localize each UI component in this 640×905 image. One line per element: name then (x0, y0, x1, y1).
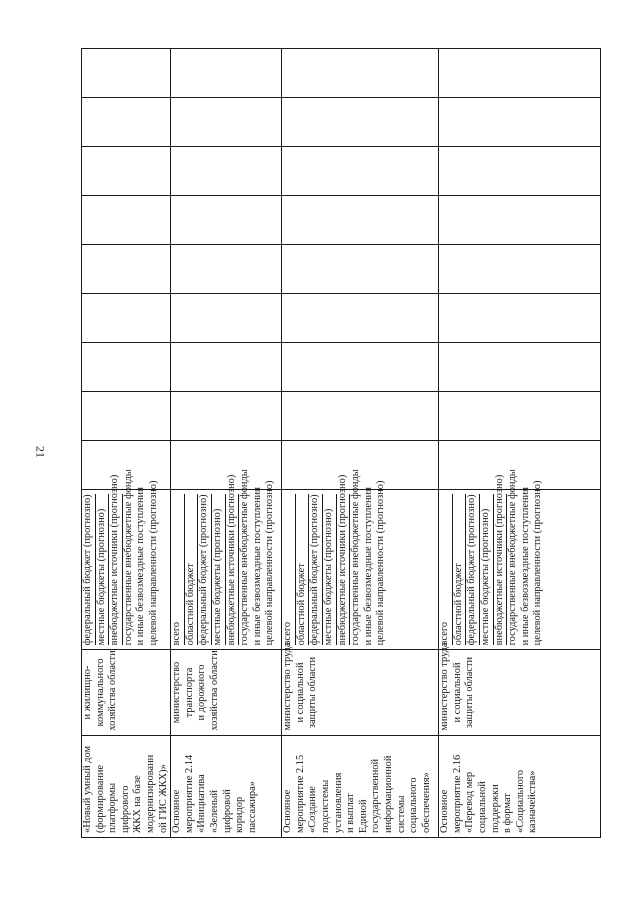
source-line: местные бюджеты (прогнозно) (96, 494, 110, 645)
executor-line: министерство труда (439, 642, 451, 731)
event-cell (282, 735, 439, 837)
executor-line: хозяйства области (107, 650, 119, 731)
value-cell (82, 392, 171, 441)
value-cell (439, 196, 601, 245)
executor-line: коммунального (94, 658, 106, 727)
source-line: и иные безвозмездные поступления (135, 487, 147, 646)
source-line: и иные безвозмездные поступления (519, 487, 531, 646)
executor-line: и социальной (294, 662, 306, 723)
table-row (171, 49, 282, 838)
value-cell (282, 343, 439, 392)
event-line: модернизированн (144, 754, 156, 833)
event-line: Основное (439, 789, 451, 833)
value-cell (171, 294, 282, 343)
value-cell (171, 343, 282, 392)
event-line: (формирование (94, 764, 106, 833)
source-line: целевой направленности (прогнозно) (375, 480, 387, 646)
value-cell (439, 245, 601, 294)
executor-line: и жилищно- (82, 665, 93, 720)
source-line: всего (282, 494, 296, 645)
value-cell (82, 196, 171, 245)
value-cell (82, 49, 171, 98)
event-line: информационной (382, 755, 394, 833)
value-cell (171, 98, 282, 147)
value-cell (282, 294, 439, 343)
executor-line: защиты области (464, 656, 476, 729)
value-cell (282, 147, 439, 196)
event-line: пассажира» (246, 781, 258, 833)
value-cell (82, 245, 171, 294)
value-cell (439, 49, 601, 98)
source-cell (282, 469, 439, 650)
executor-line: министерство труда (282, 642, 294, 731)
event-line: государственной (370, 758, 382, 833)
source-line: целевой направленности (прогнозно) (147, 480, 159, 646)
source-line: местные бюджеты (прогнозно) (480, 494, 494, 645)
value-cell (282, 98, 439, 147)
source-line: федеральный бюджет (прогнозно) (198, 494, 212, 645)
executor-line: министерство (171, 661, 183, 724)
source-line: и иные безвозмездные поступления (362, 487, 374, 646)
value-cell (171, 147, 282, 196)
event-line: социальной (476, 781, 488, 833)
event-line: подсистемы (319, 779, 331, 833)
executor-cell (439, 642, 601, 735)
source-line: областной бюджет (185, 494, 199, 645)
executor-line: и дорожного (196, 664, 208, 721)
executor-line: защиты области (307, 656, 319, 729)
value-cell (82, 343, 171, 392)
source-line: внебюджетные источники (прогнозно) (337, 494, 351, 645)
event-line: «Инициатива (196, 774, 208, 833)
source-line: государственные внебюджетные фонды (350, 469, 362, 646)
event-line: «Перевод мер (464, 771, 476, 833)
value-cell (82, 294, 171, 343)
executor-cell (171, 650, 282, 735)
event-cell (82, 735, 171, 837)
event-line: платформы (107, 782, 119, 833)
event-line: мероприятие 2.16 (451, 754, 463, 833)
event-line: мероприятие 2.15 (294, 754, 306, 833)
event-line: «Создание (307, 786, 319, 833)
source-line: государственные внебюджетные фонды (239, 469, 251, 646)
value-cell (171, 392, 282, 441)
executor-line: транспорта (183, 667, 195, 718)
event-line: ой ГИС ЖКХ)» (157, 764, 169, 833)
event-line: социального (408, 777, 420, 833)
source-line: целевой направленности (прогнозно) (532, 480, 544, 646)
event-line: «Новый умный дом (82, 745, 93, 833)
value-cell (82, 98, 171, 147)
event-line: «Социального (514, 769, 526, 833)
source-line: государственные внебюджетные фонды (507, 469, 519, 646)
value-cell (282, 196, 439, 245)
event-cell (171, 735, 282, 837)
event-line: Единой (357, 799, 369, 833)
event-line: цифрового (119, 785, 131, 833)
source-line: государственные внебюджетные фонды (122, 469, 134, 646)
value-cell (282, 245, 439, 294)
rotated-table-wrapper (81, 48, 599, 838)
source-line: и иные безвозмездные поступления (251, 487, 263, 646)
value-cell (282, 392, 439, 441)
source-line: федеральный бюджет (прогнозно) (309, 494, 323, 645)
value-cell (439, 294, 601, 343)
budget-table (81, 48, 601, 838)
executor-cell (82, 650, 171, 735)
event-line: ЖКХ на базе (132, 775, 144, 833)
value-cell (171, 245, 282, 294)
event-line: в формат (502, 793, 514, 833)
source-line: областной бюджет (296, 494, 310, 645)
value-cell (171, 196, 282, 245)
source-cell (82, 469, 171, 650)
event-line: системы (395, 795, 407, 833)
event-line: Основное (282, 789, 294, 833)
event-line: Основное (171, 789, 183, 833)
event-line: обеспечения» (420, 772, 432, 833)
event-line: поддержки (489, 784, 501, 833)
executor-cell (282, 642, 439, 735)
source-line: внебюджетные источники (прогнозно) (226, 494, 240, 645)
source-line: всего (439, 494, 453, 645)
source-line: федеральный бюджет (прогнозно) (82, 494, 96, 645)
value-cell (439, 98, 601, 147)
source-line: федеральный бюджет (прогнозно) (466, 494, 480, 645)
event-cell (439, 735, 601, 837)
event-line: и выплат (345, 793, 357, 833)
event-line: установления (332, 772, 344, 833)
event-line: коридор (234, 796, 246, 833)
table-row (82, 49, 171, 838)
source-line: всего (171, 494, 185, 645)
executor-line: хозяйства области (208, 650, 220, 731)
source-line: областной бюджет (453, 494, 467, 645)
value-cell (439, 392, 601, 441)
source-line: внебюджетные источники (прогнозно) (109, 494, 123, 645)
source-line: местные бюджеты (прогнозно) (212, 494, 226, 645)
value-cell (439, 441, 601, 490)
page-number: 21 (33, 446, 48, 458)
source-line: целевой направленности (прогнозно) (264, 480, 276, 646)
event-line: цифровой (221, 789, 233, 833)
value-cell (282, 49, 439, 98)
event-line: казначейства» (527, 770, 539, 833)
source-line: внебюджетные источники (прогнозно) (494, 494, 508, 645)
table-row (282, 49, 439, 838)
source-cell (171, 469, 282, 650)
value-cell (82, 147, 171, 196)
value-cell (439, 343, 601, 392)
table-row (439, 49, 601, 838)
source-line: местные бюджеты (прогнозно) (323, 494, 337, 645)
executor-line: и социальной (451, 662, 463, 723)
source-cell (439, 469, 601, 650)
value-cell (439, 147, 601, 196)
event-line: мероприятие 2.14 (183, 754, 195, 833)
event-line: «Зеленый (208, 790, 220, 833)
value-cell (171, 49, 282, 98)
